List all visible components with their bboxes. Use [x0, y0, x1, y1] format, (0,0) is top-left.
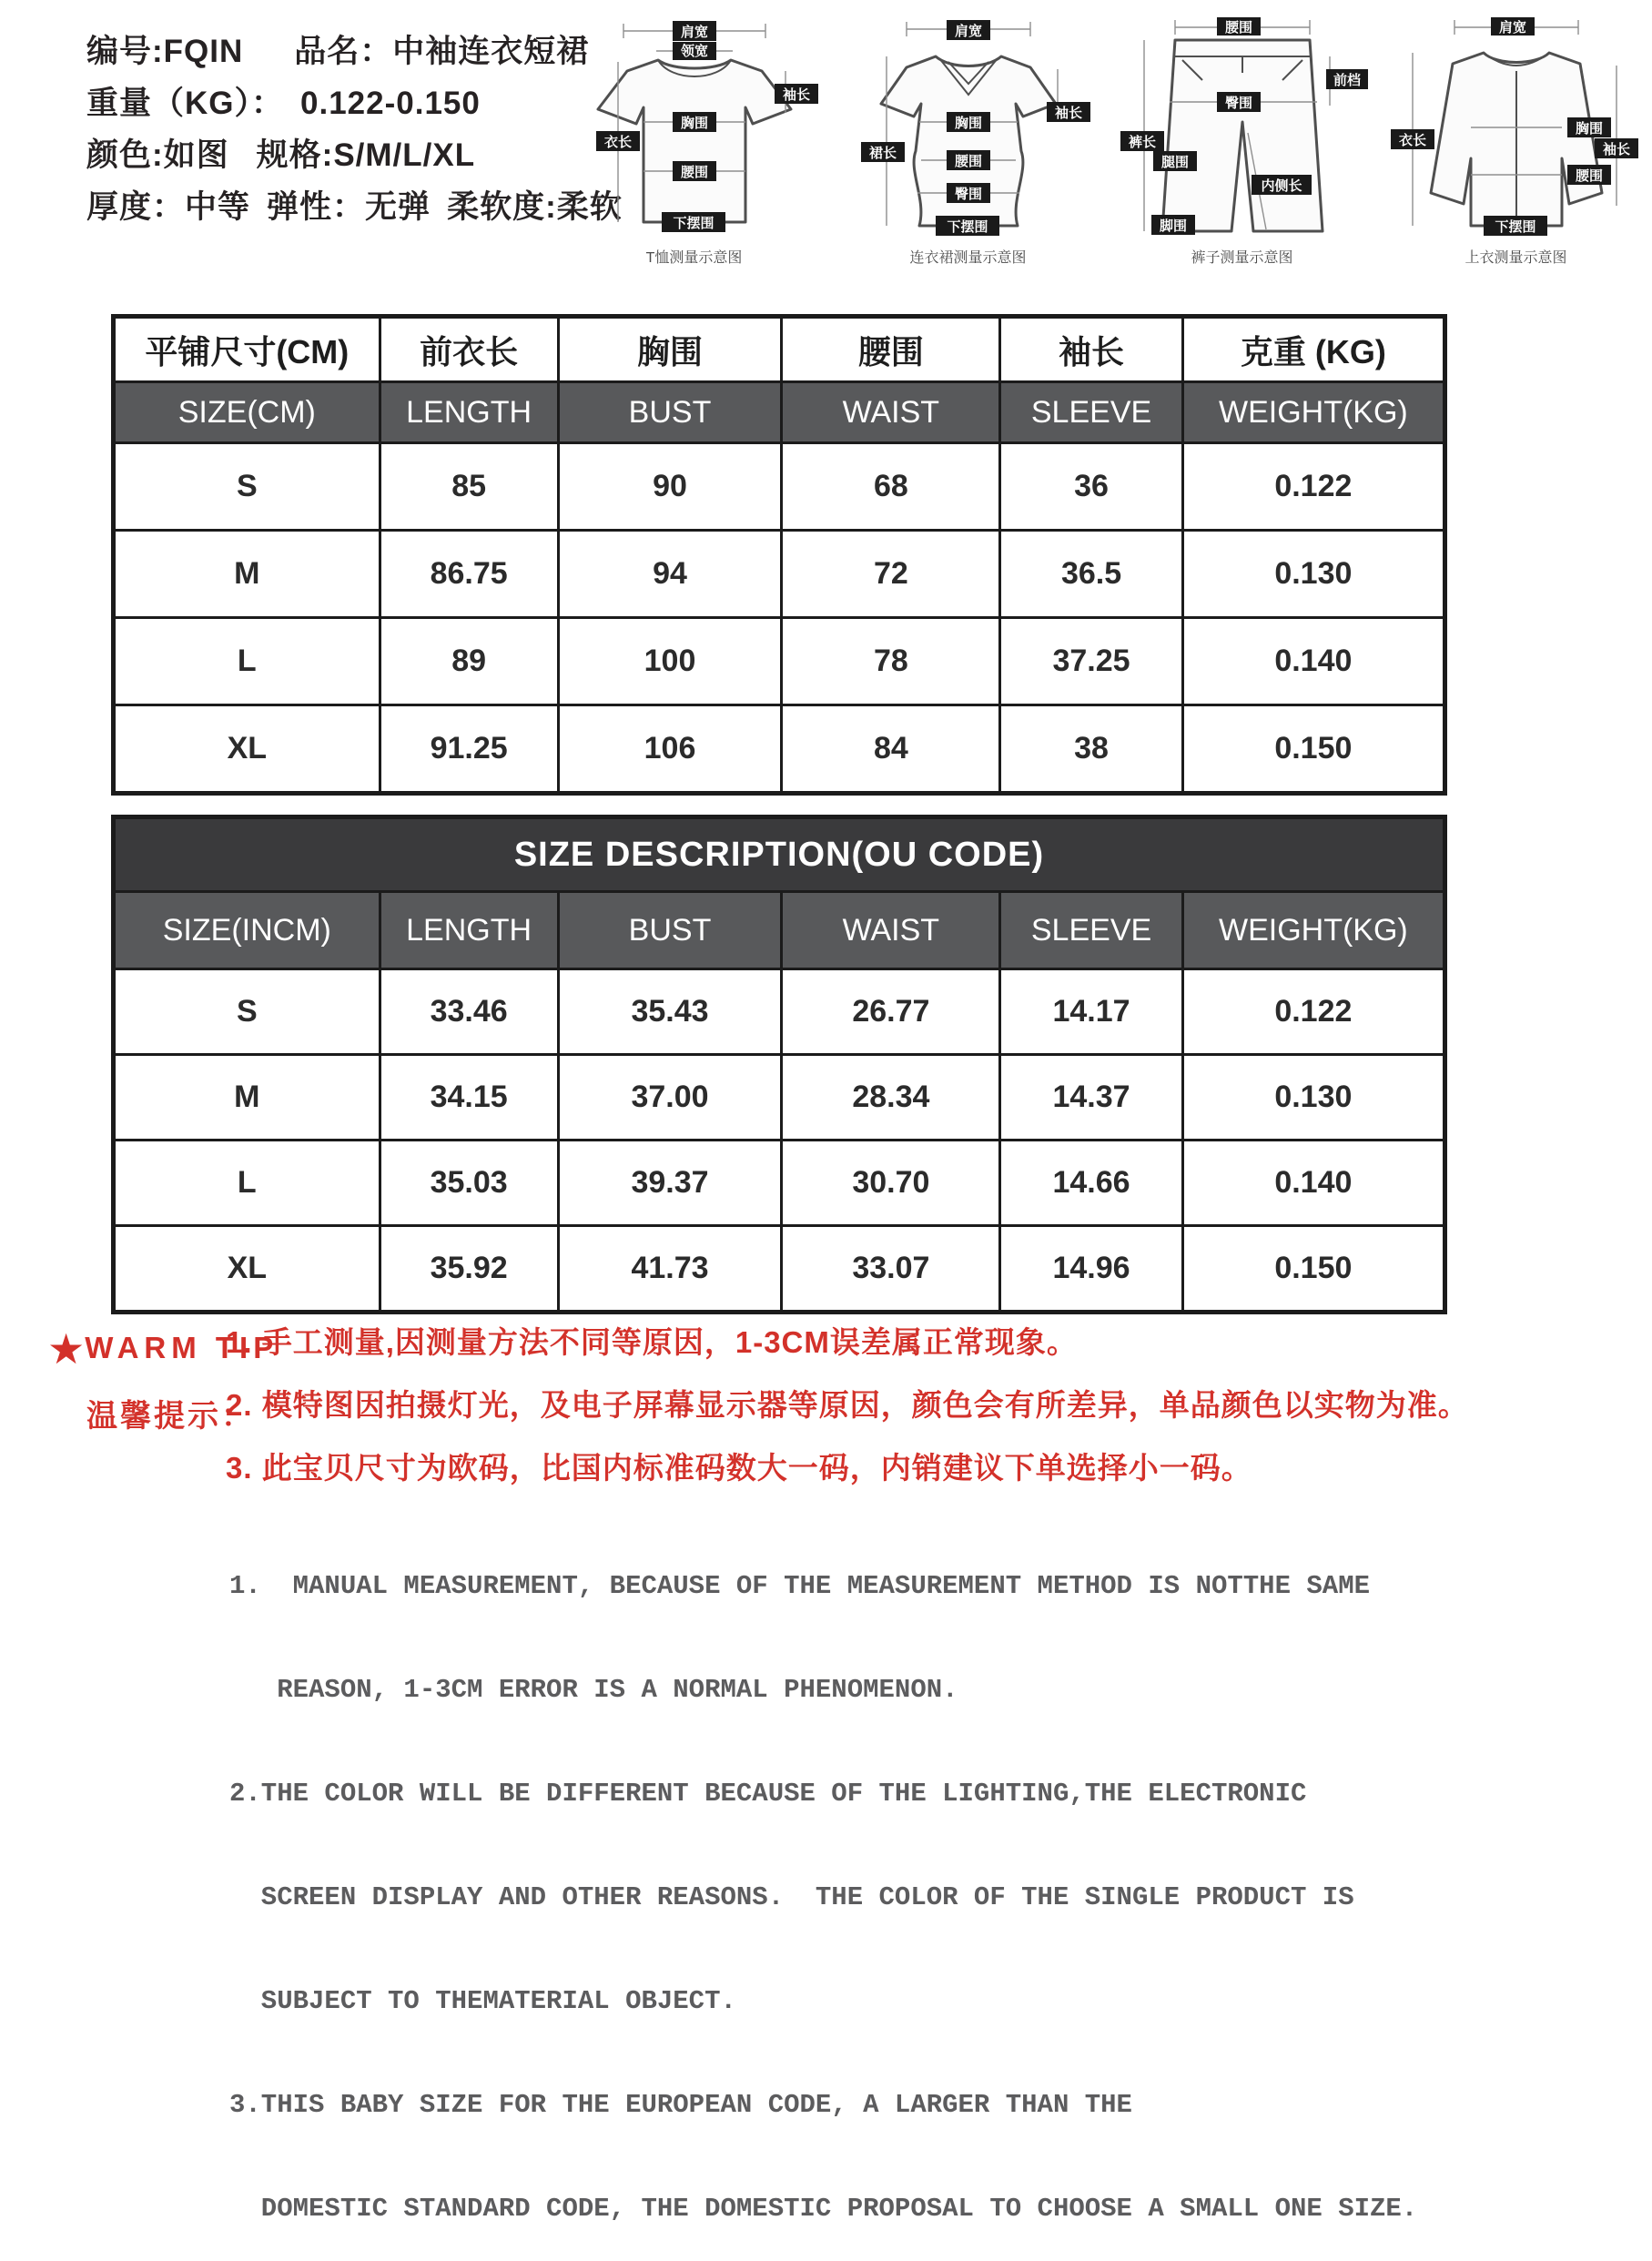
table-cell: 0.140 — [1182, 1141, 1444, 1226]
english-note-line: 1. MANUAL MEASUREMENT, BECAUSE OF THE MEASUREMENT METHOD IS NOTTHE SAME — [229, 1571, 1371, 1601]
size-table-cm — [111, 314, 1447, 796]
measure-label: 肩宽 — [954, 24, 982, 39]
size-cell: S — [114, 443, 380, 531]
table-cell: 94 — [558, 531, 782, 618]
table-row — [114, 531, 1445, 618]
table-cell: 36 — [1000, 443, 1182, 531]
table-header-row — [114, 892, 1445, 969]
table-cell: 86.75 — [380, 531, 558, 618]
size-cell: XL — [114, 705, 380, 794]
product-code-label: 编号: — [86, 34, 164, 69]
table-cell: 0.130 — [1182, 531, 1444, 618]
measure-label: 胸围 — [954, 116, 982, 131]
table-cell: 84 — [782, 705, 1000, 794]
english-note-line: DOMESTIC STANDARD CODE, THE DOMESTIC PROPOSAL TO CHOOSE A SMALL ONE SIZE. — [229, 2194, 1418, 2224]
spec-value: S/M/L/XL — [333, 137, 476, 173]
size-table-inch-wrap — [111, 815, 1447, 1314]
product-name-value: 中袖连衣短裙 — [392, 34, 590, 69]
table-cell: 90 — [558, 443, 782, 531]
thickness-label: 厚度： — [86, 189, 186, 225]
measure-label: 腿围 — [1160, 155, 1189, 170]
measure-label: 下摆围 — [946, 219, 988, 235]
table-cell: 0.150 — [1182, 705, 1444, 794]
size-table-inch — [111, 815, 1447, 1314]
color-label: 颜色: — [86, 137, 164, 173]
measure-label: 下摆围 — [672, 216, 715, 231]
table-cell: 68 — [782, 443, 1000, 531]
table-cell: 0.150 — [1182, 1226, 1444, 1313]
star-icon: ★ — [47, 1325, 86, 1373]
softness-label: 柔软度: — [447, 189, 557, 225]
measure-label: 腰围 — [1224, 20, 1252, 35]
table-cell: 33.07 — [782, 1226, 1000, 1313]
column-header: SLEEVE — [1000, 382, 1182, 443]
measure-label: 裤长 — [1128, 135, 1156, 150]
measure-label: 腰围 — [1575, 168, 1603, 184]
table-cell: 41.73 — [558, 1226, 782, 1313]
diagram-jacket — [1382, 15, 1650, 267]
table-header-row-en — [114, 382, 1445, 443]
table-cell: 35.92 — [380, 1226, 558, 1313]
warm-tip-line: 2. 模特图因拍摄灯光，及电子屏幕显示器等原因，颜色会有所差异，单品颜色以实物为准。 — [226, 1388, 1469, 1422]
table-cell: 0.122 — [1182, 969, 1444, 1055]
product-info — [86, 25, 623, 233]
dress-diagram-image — [837, 15, 1100, 244]
column-header: SLEEVE — [1000, 892, 1182, 969]
table-cell: 37.00 — [558, 1055, 782, 1141]
table-cell: 106 — [558, 705, 782, 794]
table-cell: 38 — [1000, 705, 1182, 794]
table-cell: 78 — [782, 618, 1000, 705]
table-row — [114, 1055, 1445, 1141]
column-header: WAIST — [782, 892, 1000, 969]
measure-label: 袖长 — [782, 87, 810, 103]
diagram-caption: 连衣裙测量示意图 — [909, 250, 1027, 266]
diagram-caption: T恤测量示意图 — [645, 250, 743, 266]
weight-label: 重量（KG）： — [86, 86, 285, 121]
table-cell: 26.77 — [782, 969, 1000, 1055]
table-cell: 39.37 — [558, 1141, 782, 1226]
table-cell: 14.37 — [1000, 1055, 1182, 1141]
column-header: SIZE(CM) — [114, 382, 380, 443]
table-cell: 0.130 — [1182, 1055, 1444, 1141]
warm-tip-line: 1. 手工测量,因测量方法不同等原因，1-3CM误差属正常现象。 — [226, 1325, 1078, 1359]
measure-label: 领宽 — [680, 44, 708, 59]
table-cell: 14.17 — [1000, 969, 1182, 1055]
table-cell: 35.43 — [558, 969, 782, 1055]
measure-label: 腰围 — [954, 154, 982, 169]
size-cell: XL — [114, 1226, 380, 1313]
diagram-pants — [1108, 15, 1376, 267]
warm-tip-lines — [226, 1322, 1469, 1510]
column-header: 克重 (KG) — [1182, 317, 1444, 382]
table-cell: 34.15 — [380, 1055, 558, 1141]
table-cell: 37.25 — [1000, 618, 1182, 705]
measure-label: 臀围 — [954, 187, 982, 202]
column-header: WAIST — [782, 382, 1000, 443]
elasticity-value: 无弹 — [365, 189, 431, 225]
diagram-tshirt — [560, 15, 828, 267]
measurement-diagrams — [560, 15, 1650, 267]
measure-label: 臀围 — [1224, 96, 1252, 111]
measure-label: 衣长 — [603, 135, 632, 150]
column-header: 腰围 — [782, 317, 1000, 382]
column-header: 胸围 — [558, 317, 782, 382]
table-header-row-cn — [114, 317, 1445, 382]
table-row — [114, 443, 1445, 531]
elasticity-label: 弹性： — [267, 189, 366, 225]
diagram-caption: 裤子测量示意图 — [1191, 250, 1293, 266]
measure-label: 裙长 — [868, 146, 897, 161]
column-header: LENGTH — [380, 382, 558, 443]
table-cell: 0.122 — [1182, 443, 1444, 531]
measure-label: 脚围 — [1159, 218, 1187, 234]
table-cell: 14.66 — [1000, 1141, 1182, 1226]
table-cell: 72 — [782, 531, 1000, 618]
jacket-diagram-image — [1385, 15, 1647, 244]
table-row — [114, 618, 1445, 705]
tshirt-diagram-image — [563, 15, 826, 244]
table-cell: 100 — [558, 618, 782, 705]
english-notes — [229, 1500, 1417, 2261]
table-cell: 85 — [380, 443, 558, 531]
size-cell: S — [114, 969, 380, 1055]
column-header: BUST — [558, 382, 782, 443]
product-info-line-2 — [86, 77, 623, 129]
english-note-line: SCREEN DISPLAY AND OTHER REASONS. THE COLOR OF THE SINGLE PRODUCT IS — [229, 1882, 1354, 1912]
diagram-caption: 上衣测量示意图 — [1465, 250, 1567, 266]
measure-label: 胸围 — [680, 116, 708, 131]
table-cell: 30.70 — [782, 1141, 1000, 1226]
english-note-line: REASON, 1-3CM ERROR IS A NORMAL PHENOMENON. — [229, 1675, 958, 1705]
warm-tip-line: 3. 此宝贝尺寸为欧码，比国内标准码数大一码，内销建议下单选择小一码。 — [226, 1451, 1252, 1485]
measure-label: 下摆围 — [1494, 219, 1536, 235]
size-cell: M — [114, 531, 380, 618]
column-header: 袖长 — [1000, 317, 1182, 382]
size-cell: L — [114, 618, 380, 705]
size-cell: L — [114, 1141, 380, 1226]
table-cell: 91.25 — [380, 705, 558, 794]
measure-label: 胸围 — [1575, 121, 1603, 137]
size-table-cm-wrap — [111, 314, 1447, 796]
english-note-line: 3.THIS BABY SIZE FOR THE EUROPEAN CODE, A LARGER THAN THE — [229, 2090, 1132, 2120]
table-cell: 35.03 — [380, 1141, 558, 1226]
column-header: WEIGHT(KG) — [1182, 382, 1444, 443]
pants-diagram-image — [1111, 15, 1373, 244]
measure-label: 前档 — [1333, 73, 1361, 88]
measure-label: 袖长 — [1054, 106, 1082, 121]
table-row — [114, 1141, 1445, 1226]
table-cell: 33.46 — [380, 969, 558, 1055]
product-info-line-1 — [86, 25, 623, 77]
table-cell: 14.96 — [1000, 1226, 1182, 1313]
diagram-dress — [834, 15, 1102, 267]
warm-tip-title-en: WARM TIP — [85, 1331, 279, 1364]
product-code-value: FQIN — [163, 34, 244, 69]
measure-label: 肩宽 — [1498, 20, 1526, 35]
measure-label: 衣长 — [1398, 133, 1426, 148]
weight-value: 0.122-0.150 — [300, 86, 481, 121]
warm-tip-title-cn: 温馨提示： — [86, 1399, 255, 1434]
table-title: SIZE DESCRIPTION(OU CODE) — [114, 817, 1445, 892]
table-row — [114, 1226, 1445, 1313]
column-header: 前衣长 — [380, 317, 558, 382]
measure-label: 腰围 — [680, 165, 708, 180]
column-header: BUST — [558, 892, 782, 969]
product-name-label: 品名： — [294, 34, 393, 69]
column-header: 平铺尺寸(CM) — [114, 317, 380, 382]
size-cell: M — [114, 1055, 380, 1141]
thickness-value: 中等 — [185, 189, 251, 225]
measure-label: 肩宽 — [680, 25, 708, 40]
table-cell: 36.5 — [1000, 531, 1182, 618]
column-header: LENGTH — [380, 892, 558, 969]
measure-label: 袖长 — [1602, 142, 1630, 157]
product-info-line-4 — [86, 181, 623, 233]
softness-value: 柔软 — [556, 189, 623, 225]
table-cell: 0.140 — [1182, 618, 1444, 705]
table-cell: 28.34 — [782, 1055, 1000, 1141]
measure-label: 内侧长 — [1260, 178, 1302, 194]
color-value: 如图 — [163, 137, 229, 173]
spec-label: 规格: — [256, 137, 334, 173]
column-header: SIZE(INCM) — [114, 892, 380, 969]
table-title-row — [114, 817, 1445, 892]
table-row — [114, 969, 1445, 1055]
english-note-line: 2.THE COLOR WILL BE DIFFERENT BECAUSE OF THE LIGHTING,THE ELECTRONIC — [229, 1779, 1307, 1809]
table-row — [114, 705, 1445, 794]
english-note-line: SUBJECT TO THEMATERIAL OBJECT. — [229, 1986, 736, 2016]
table-cell: 89 — [380, 618, 558, 705]
column-header: WEIGHT(KG) — [1182, 892, 1444, 969]
product-info-line-3 — [86, 129, 623, 181]
